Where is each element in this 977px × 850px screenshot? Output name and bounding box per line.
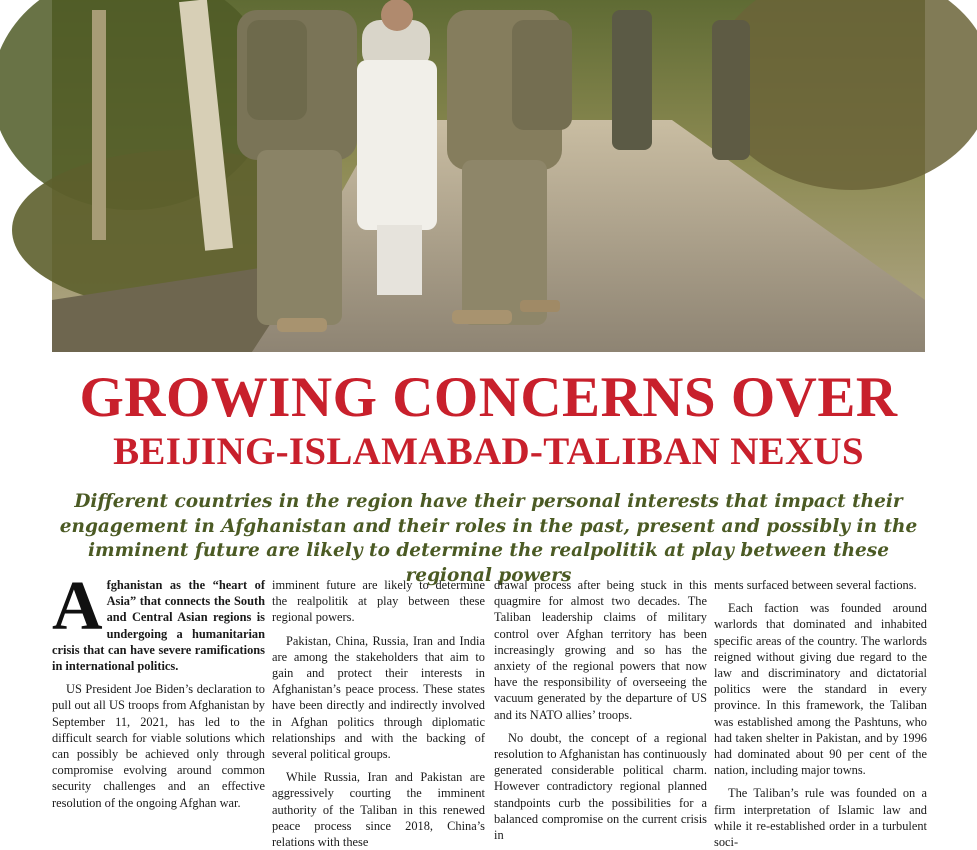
headline-line-2: BEIJING-ISLAMABAD-TALIBAN NEXUS — [113, 430, 864, 473]
lead-paragraph — [52, 568, 265, 674]
drop-cap: A — [52, 568, 103, 645]
paragraph: Each faction was founded around warlords that dominated and inhabited specific areas of the country. The warlords reigned without giving due regard to the law and discriminatory and dictatorial politics were the standard in every province. In this framework, the Taliban was established among the Pashtuns, who had taken shelter in Pakistan, and by 1996 had dominated about 90 per cent of the nation, including major towns. — [714, 601, 927, 778]
column-4 — [714, 577, 927, 850]
column-3 — [494, 577, 707, 843]
column-2 — [272, 577, 485, 850]
headline-line-1: GROWING CONCERNS OVER — [79, 366, 898, 429]
paragraph: drawal process after being stuck in this quagmire for almost two decades. The Taliban leadership claims of military control over Afghan territory has been increasingly growing and so has the anxiety of the regional powers that now have the responsibility of overseeing the vacuum generated by the departure of US and its NATO allies’ troops. — [494, 578, 707, 722]
paragraph: While Russia, Iran and Pakistan are aggressively courting the imminent authority of the Taliban in this renewed peace process since 2018, China’s relations with these — [272, 770, 485, 850]
lead-text: fghanistan as the “heart of Asia” that connects the South and Central Asian regions is undergoing a humanitarian crisis that can have severe ramifications in international politics. — [52, 578, 265, 674]
paragraph: ments surfaced between several factions. — [714, 578, 917, 592]
paragraph: The Taliban’s rule was founded on a firm interpretation of Islamic law and while it re-established order in a turbulent soci- — [714, 786, 927, 850]
paragraph: Pakistan, China, Russia, Iran and India are among the stakeholders that aim to gain and protect their interests in Afghanistan’s peace process. These states have been directly and indirectly involved in Afghan politics through diplomatic relationships and with the backing of several political groups. — [272, 633, 485, 762]
photo-illustration — [52, 0, 925, 352]
paragraph: imminent future are likely to determine the realpolitik at play between these regional powers. — [272, 578, 485, 625]
paragraph: US President Joe Biden’s declaration to pull out all US troops from Afghanistan by September 11, 2021, has led to the difficult search for viable solutions which can possibly be achieved only through compromise evolving around common security challenges and an effective resolution of the ongoing Afghan war. — [52, 682, 265, 810]
paragraph: No doubt, the concept of a regional resolution to Afghanistan has continuously generated considerable political charm. However contradictory regional planned standpoints curb the possibilities for a balanced compromise on the current crisis in — [494, 730, 707, 843]
hero-photo — [52, 0, 925, 352]
column-1 — [52, 568, 265, 815]
article-body — [52, 568, 927, 850]
article-deck: Different countries in the region have their personal interests that impact their engagement in Afghanistan and their roles in the past, present and possibly in the imminent future are likely to determine the realpolitik at play between these regional powers — [59, 491, 918, 586]
